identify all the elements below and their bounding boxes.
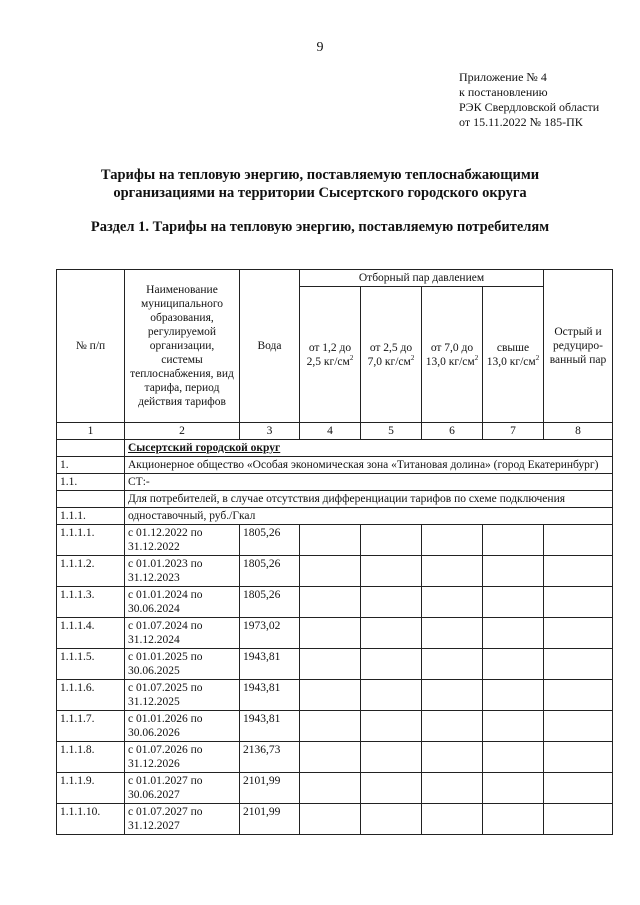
consumers-note: Для потребителей, в случае отсутствия дифференциации тарифов по схеме подключения (125, 491, 613, 508)
row-number: 1.1.1.7. (57, 711, 125, 742)
row-number: 1.1.1.9. (57, 773, 125, 804)
tariff-period: с 01.01.2025 по 30.06.2025 (125, 649, 240, 680)
tariff-period: с 01.07.2024 по 31.12.2024 (125, 618, 240, 649)
empty-cell (361, 525, 422, 556)
header-steam-group: Отборный пар давлением (300, 270, 544, 287)
system-row (57, 474, 613, 491)
header-name: Наименование муниципального образования, регулируемой организации, системы теплоснабжения, вид тарифа, период действия тарифов (125, 270, 240, 423)
district-name: Сысертский городской округ (125, 440, 613, 457)
empty-cell (361, 742, 422, 773)
empty-cell (483, 556, 544, 587)
header-water: Вода (240, 270, 300, 423)
empty-cell (300, 742, 361, 773)
row-number: 1.1.1. (57, 508, 125, 525)
empty-cell (544, 742, 613, 773)
empty-cell (300, 556, 361, 587)
water-tariff: 2101,99 (240, 804, 300, 835)
tariff-type-name: одноставочный, руб./Гкал (125, 508, 613, 525)
empty-cell (483, 618, 544, 649)
appendix-block (459, 70, 599, 130)
water-tariff: 1805,26 (240, 525, 300, 556)
empty-cell (483, 804, 544, 835)
empty-cell (422, 587, 483, 618)
column-number: 8 (544, 423, 613, 440)
empty-cell (300, 587, 361, 618)
column-number: 4 (300, 423, 361, 440)
empty-cell (361, 618, 422, 649)
header-pressure-1: от 1,2 до 2,5 $кг/см^2$ (300, 287, 361, 423)
empty-cell (361, 773, 422, 804)
row-number: 1.1.1.10. (57, 804, 125, 835)
empty-cell (361, 587, 422, 618)
water-tariff: 1943,81 (240, 711, 300, 742)
empty-cell (544, 804, 613, 835)
empty-cell (422, 525, 483, 556)
water-tariff: 1973,02 (240, 618, 300, 649)
tariff-period-row (57, 804, 613, 835)
tariff-period-row (57, 649, 613, 680)
section-title: Раздел 1. Тарифы на тепловую энергию, поставляемую потребителям (90, 219, 550, 235)
appendix-line: РЭК Свердловской области (459, 100, 600, 114)
district-row (57, 440, 613, 457)
header-pressure-4: свыше 13,0 $кг/см^2$ (483, 287, 544, 423)
tariff-period: с 01.07.2027 по 31.12.2027 (125, 804, 240, 835)
tariff-period: с 01.01.2023 по 31.12.2023 (125, 556, 240, 587)
empty-cell (300, 618, 361, 649)
empty-cell (544, 525, 613, 556)
empty-cell (483, 680, 544, 711)
row-number: 1.1.1.3. (57, 587, 125, 618)
tariff-period-row (57, 525, 613, 556)
tariff-period-row (57, 711, 613, 742)
column-number: 3 (240, 423, 300, 440)
row-number: 1.1. (57, 474, 125, 491)
empty-cell (544, 680, 613, 711)
tariff-type-row (57, 508, 613, 525)
empty-cell (483, 711, 544, 742)
empty-cell (361, 649, 422, 680)
tariff-period-row (57, 587, 613, 618)
column-number: 7 (483, 423, 544, 440)
column-number: 2 (125, 423, 240, 440)
header-sharp-steam: Острый и редуциро-ванный пар (544, 270, 613, 423)
tariff-period: с 01.07.2026 по 31.12.2026 (125, 742, 240, 773)
tariff-table (56, 269, 613, 835)
empty-cell (544, 587, 613, 618)
row-number: 1.1.1.1. (57, 525, 125, 556)
empty-cell (422, 804, 483, 835)
water-tariff: 2136,73 (240, 742, 300, 773)
header-pressure-2: от 2,5 до 7,0 $кг/см^2$ (361, 287, 422, 423)
tariff-period-row (57, 773, 613, 804)
appendix-line: от 15.11.2022 № 185-ПК (459, 115, 583, 129)
organization-name: Акционерное общество «Особая экономическая зона «Титановая долина» (город Екатеринбург) (125, 457, 613, 474)
empty-cell (300, 773, 361, 804)
empty-cell (361, 711, 422, 742)
tariff-period-row (57, 680, 613, 711)
column-number: 6 (422, 423, 483, 440)
row-number: 1.1.1.2. (57, 556, 125, 587)
empty-cell (422, 618, 483, 649)
tariff-period: с 01.01.2024 по 30.06.2024 (125, 587, 240, 618)
tariff-period: с 01.01.2026 по 30.06.2026 (125, 711, 240, 742)
row-number: 1.1.1.6. (57, 680, 125, 711)
title-line: организациями на территории Сысертского городского округа (113, 185, 527, 201)
empty-cell (422, 711, 483, 742)
empty-cell (422, 556, 483, 587)
header-pressure-3: от 7,0 до 13,0 $кг/см^2$ (422, 287, 483, 423)
empty-cell (483, 649, 544, 680)
empty-cell (483, 773, 544, 804)
page-number: 9 (316, 40, 324, 55)
empty-cell (422, 649, 483, 680)
column-numbers-row (57, 423, 613, 440)
empty-cell (300, 680, 361, 711)
column-number: 5 (361, 423, 422, 440)
column-number: 1 (57, 423, 125, 440)
empty-cell (300, 711, 361, 742)
appendix-line: к постановлению (459, 85, 548, 99)
appendix-line: Приложение № 4 (459, 70, 547, 84)
row-number: 1.1.1.4. (57, 618, 125, 649)
empty-cell (422, 742, 483, 773)
row-number: 1. (57, 457, 125, 474)
empty-cell (544, 556, 613, 587)
empty-cell (300, 649, 361, 680)
empty-cell (544, 618, 613, 649)
empty-cell (544, 649, 613, 680)
header-num: № п/п (57, 270, 125, 423)
organization-row (57, 457, 613, 474)
system-name: СТ:- (125, 474, 613, 491)
row-number: 1.1.1.5. (57, 649, 125, 680)
empty-cell (300, 525, 361, 556)
empty-cell (361, 680, 422, 711)
consumers-note-row (57, 491, 613, 508)
tariff-period: с 01.07.2025 по 31.12.2025 (125, 680, 240, 711)
title-line: Тарифы на тепловую энергию, поставляемую теплоснабжающими (100, 167, 540, 183)
empty-cell (483, 587, 544, 618)
empty-cell (361, 804, 422, 835)
empty-cell (544, 711, 613, 742)
document-title (40, 166, 600, 202)
water-tariff: 1805,26 (240, 587, 300, 618)
empty-cell (300, 804, 361, 835)
row-number: 1.1.1.8. (57, 742, 125, 773)
empty-cell (483, 525, 544, 556)
water-tariff: 2101,99 (240, 773, 300, 804)
tariff-period-row (57, 556, 613, 587)
empty-cell (483, 742, 544, 773)
tariff-period-row (57, 618, 613, 649)
tariff-period-row (57, 742, 613, 773)
empty-cell (422, 680, 483, 711)
empty-cell (544, 773, 613, 804)
empty-cell (422, 773, 483, 804)
water-tariff: 1805,26 (240, 556, 300, 587)
tariff-period: с 01.12.2022 по 31.12.2022 (125, 525, 240, 556)
tariff-period: с 01.01.2027 по 30.06.2027 (125, 773, 240, 804)
empty-cell (361, 556, 422, 587)
water-tariff: 1943,81 (240, 680, 300, 711)
water-tariff: 1943,81 (240, 649, 300, 680)
